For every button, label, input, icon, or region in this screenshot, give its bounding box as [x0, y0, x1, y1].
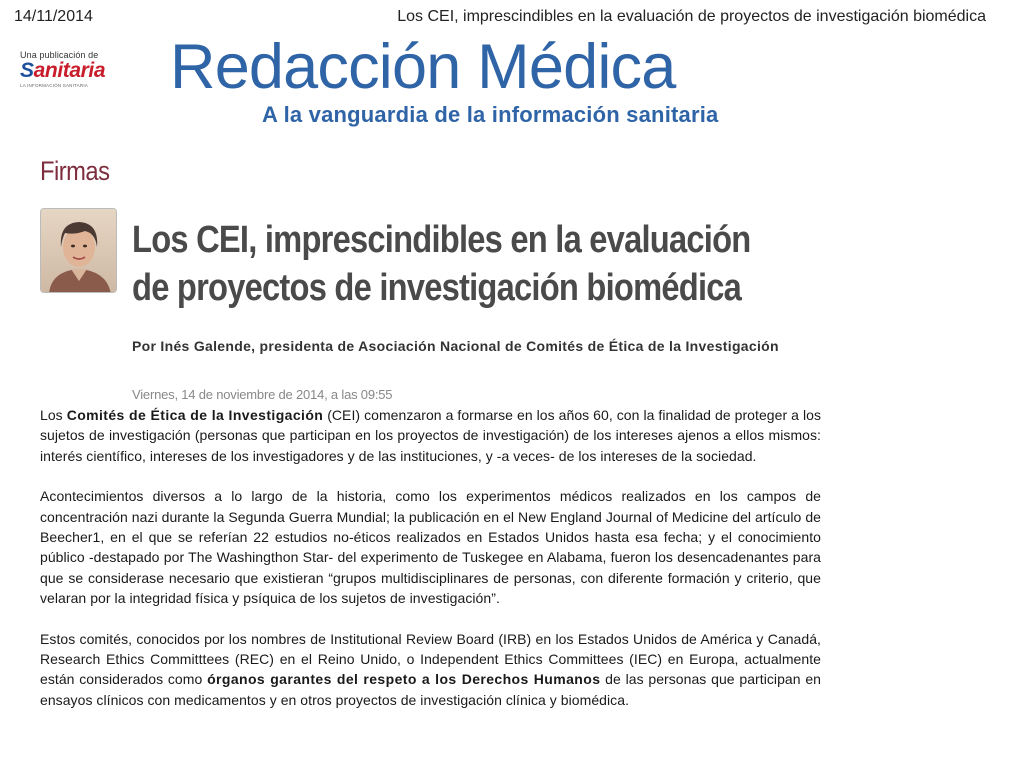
print-header — [14, 8, 986, 30]
author-avatar — [40, 208, 117, 293]
emphasis-text: Comités de Ética de la Investigación — [66, 407, 324, 423]
publisher-tagline: Una publicación de — [20, 50, 99, 60]
article-paragraph: Los Comités de Ética de la Investigación (CEI) comenzaron a formarse en los años 60, con la finalidad de proteger a los sujetos de investigación (personas que participan en los proyectos de investigación) de los intereses ajenos a ellos mismos: interés científico, intereses de los investigadores y de las instituciones, y -a veces- de los intereses de la sociedad. — [40, 407, 821, 464]
publisher-logo[interactable] — [20, 50, 142, 106]
publisher-name — [20, 60, 142, 82]
masthead-title: Redacción Médica — [170, 32, 676, 102]
print-title: Los CEI, imprescindibles en la evaluación de proyectos de investigación biomédica — [397, 8, 986, 25]
section-label[interactable]: Firmas — [40, 156, 110, 186]
article-byline: Por Inés Galende, presidenta de Asociación Nacional de Comités de Ética de la Investigación — [132, 338, 779, 354]
emphasis-text: órganos garantes del respeto a los Derechos Humanos — [207, 671, 601, 688]
publisher-name-rest: anitaria — [33, 59, 106, 82]
masthead-subtitle: A la vanguardia de la información sanitaria — [262, 102, 719, 127]
masthead[interactable] — [170, 32, 760, 127]
author-portrait-image — [41, 209, 117, 293]
print-date: 14/11/2014 — [14, 8, 93, 25]
article-paragraph: Acontecimientos diversos a lo largo de la historia, como los experimentos médicos realizados en los campos de concentración nazi durante la Segunda Guerra Mundial; la publicación en el New England Journal of Medicine del artículo de Beecher1, en el que se referían 22 estudios no-éticos realizados en Estados Unidos hasta esa fecha; y el conocimiento público -destapado por The Washingthon Star- del experimento de Tuskegee en Alabama, fueron los desencadenantes para que se considerase necesario que existieran “grupos multidisciplinares de personas, con diferente formación y criterio, que velaran por la integridad física y psíquica de los sujetos de investigación”. — [40, 488, 821, 607]
publisher-subtitle: LA INFORMACIÓN SANITARIA — [20, 83, 88, 88]
article-body — [40, 405, 821, 730]
article-headline: Los CEI, imprescindibles en la evaluación de proyectos de investigación biomédica — [132, 219, 751, 309]
article-dateline: Viernes, 14 de noviembre de 2014, a las 09:55 — [132, 387, 393, 402]
article-paragraph: Estos comités, conocidos por los nombres de Institutional Review Board (IRB) en los Estados Unidos de América y Canadá, Research Ethics Committtees (REC) en el Reino Unido, o Independent Ethics Committees (IEC) en Europa, actualmente están considerados como órganos garantes del respeto a los Derechos Humanos de las personas que participan en ensayos clínicos con medicamentos y en otros proyectos de investigación clínica y biomédica. — [40, 630, 821, 708]
publisher-name-initial: S — [20, 59, 34, 82]
